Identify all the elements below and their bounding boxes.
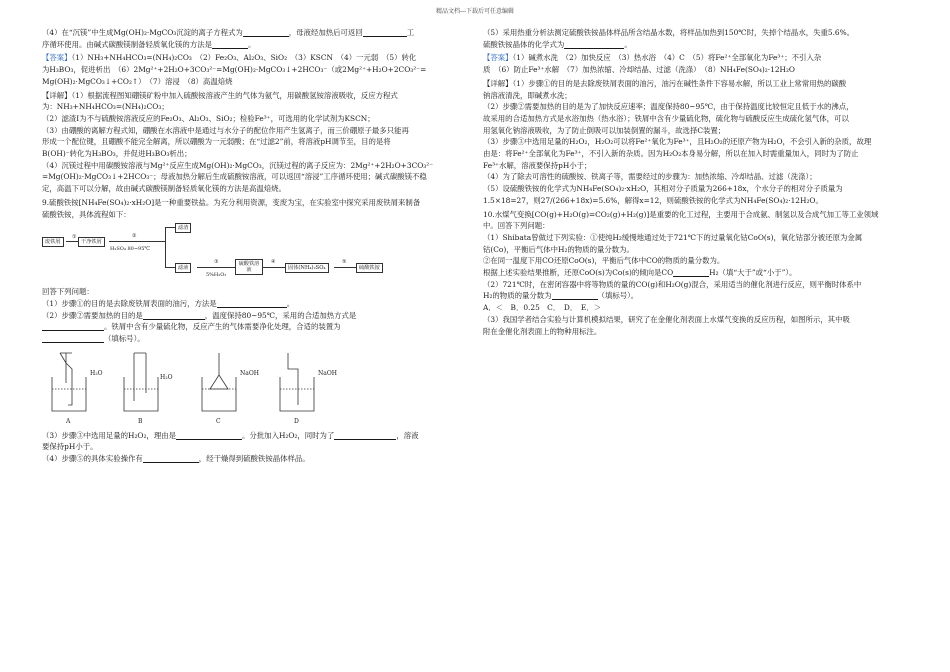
answer-blank[interactable] xyxy=(217,299,287,308)
flow-box-product: 硫酸铁铵 xyxy=(356,263,383,273)
detail-block: 【详解】（1）根据流程图知硼镁矿粉中加入硫酸铵溶液产生的气体为氨气，用碳酸氢铵溶液吸收，反应方程式 xyxy=(42,90,398,100)
beaker-apparatus-svg xyxy=(42,349,342,415)
question-10: 10.水煤气变换[CO(g)+H₂O(g)=CO₂(g)+H₂(g)]是重要的化工过程，主要用于合成氨、制氢以及合成气加工等工业领域 xyxy=(483,209,879,219)
answer-block: 【答案】（1）碱煮水洗 （2）加快反应 （3）热水浴 （4）C （5）将Fe²⁺全部氧化为Fe³⁺；不引入杂 xyxy=(483,53,822,63)
reagent-label: NaOH xyxy=(318,369,337,377)
answer-blank[interactable] xyxy=(564,40,624,49)
answer-blank[interactable] xyxy=(243,28,289,37)
detail-label: 【详解】 xyxy=(483,78,513,88)
right-column: （5）采用热重分析法测定硫酸铁铵晶体样品所含结晶水数，将样品加热到150℃时，失掉个结晶水，失重5.6%。 硫酸铁铵晶体的化学式为 。 【答案】（1）碱煮水洗 （2）加快反应 （3）热水浴 （4）C （5）将Fe²⁺全部氧化为Fe³⁺；不引入杂 质 （6）防止Fe³⁺水解 （7）加热浓缩、冷却结晶、过滤（洗涤） （8）NH₄Fe(SO₄)₂·12H₂O 【详解】（1）步骤①的目的是去除废铁屑表面的油污，油污在碱性条件下容易水解，所以工业上常常用热的碳酸 钠溶液清洗，即碱煮水洗； （2）步骤②需要加热的目的是为了加快反应速率；温度保持80~95℃，由于保持温度比较恒定且低于水的沸点， 故采用的合适加热方式是水浴加热（热水浴）；铁屑中含有少量硫化物，硫化物与硫酸反应生成硫化氢气体，可以 用氢氧化钠溶液吸收，为了防止倒吸可以加装倒置的漏斗，故选择C装置； （3）步骤③中选用足量的H₂O₂，H₂O₂可以将Fe²⁺氧化为Fe³⁺，且H₂O₂的还原产物为H₂O，不会引入新的杂质，故理 由是：将Fe²⁺全部氧化为Fe³⁺，不引入新的杂质。因为H₂O₂本身易分解，所以在加入时需重量加入，同时为了防止 Fe³⁺水解，溶液要保持pH小于； （4）为了除去可溶性的硫酸铵、铁离子等，需要经过的步骤为：加热浓缩、冷却结晶、过滤（洗涤）； （5）设硫酸铁铵的化学式为NH₄Fe(SO₄)₂·xH₂O，其相对分子质量为266+18x，个水分子的相对分子质量为 1.5×18=27，则27/(266+18x)=5.6%，解得x=12，则硫酸铁铵的化学式为NH₄Fe(SO₄)₂·12H₂O。 10.水煤气变换[CO(g)+H₂O(g)=CO₂(g)+H₂(g)]是重要的化工过程，主要用于合成氨、制氢以及合成气加工等工业领域 中。回答下列问题： （1）Shibata曾做过下列实验：①使纯H₂缓慢地通过处于721℃下的过量氧化钴CoO(s)，氧化钴部分被还原为金属 钴(Co)，平衡后气体中H₂的物质的量分数为。 ②在同一温度下用CO还原CoO(s)，平衡后气体中CO的物质的量分数为。 根据上述实验结果推断，还原CoO(s)为Co(s)的倾向是CO H₂（填“大于”或“小于”）。 （2）721℃时，在密闭容器中将等物质的量的CO(g)和H₂O(g)混合，采用适当的催化剂进行反应，则平衡时体系中 H₂的物质的量分数为 （填标号）。 A．＜ B．0.25 C． D． E．＞ （3）我国学者结合实验与计算机模拟结果，研究了在金催化剂表面上水煤气变换的反应历程，如图所示，其中吸 附在金催化剂表面上的物种用标注。 xyxy=(483,28,911,338)
reagent-label: H₂O xyxy=(160,373,173,381)
apparatus-figure xyxy=(42,349,447,427)
flow-box-filtrate: 滤液 xyxy=(175,263,191,273)
multiple-choice-options: A．＜ B．0.25 C． D． E．＞ xyxy=(483,303,602,313)
answer-blank[interactable] xyxy=(363,28,407,37)
answer-blank[interactable] xyxy=(143,454,199,463)
left-column: （4）在“沉镁”中生成Mg(OH)₂·MgCO₃沉淀的离子方程式为 ，母液经加热后可返回 工 序循环使用。由碱式碳酸镁制备轻质氧化镁的方法是 。 【答案】（1）NH₃+NH₄HCO₃=(NH₄)₂CO₃ （2）Fe₂O₃、Al₂O₃、SiO₂ （3）KSCN （4）一元弱 （5）转化 为H₃BO₃，促进析出 （6）2Mg²⁺+2H₂O+3CO₃²⁻=Mg(OH)₂·MgCO₃↓+2HCO₃⁻（或2Mg²⁺+H₂O+2CO₃²⁻= Mg(OH)₂·MgCO₃↓+CO₂↑） （7）溶浸 （8）高温焙烧 【详解】（1）根据流程图知硼镁矿粉中加入硫酸铵溶液产生的气体为氨气，用碳酸氢铵溶液吸收，反应方程式 为：NH₃+NH₄HCO₃=(NH₄)₂CO₃； （2）滤渣Ⅰ为不与硫酸铵溶液反应的Fe₂O₃、Al₂O₃、SiO₂；检验Fe³⁺，可选用的化学试剂为KSCN； （3）由硼酸的离解方程式知，硼酸在水溶液中是通过与水分子的配位作用产生氢离子，而三价硼原子最多只能再 形成一个配位键，且硼酸不能完全解离，所以硼酸为一元弱酸；在“过滤2”前，将溶液pH调节至，目的是将 B(OH)⁻转化为H₃BO₃，并促进H₃BO₃析出； （4）沉镁过程中用碳酸铵溶液与Mg²⁺反应生成Mg(OH)₂·MgCO₃，沉镁过程的离子反应为：2Mg²⁺+2H₂O+3CO₃²⁻ =Mg(OH)₂·MgCO₃↓+2HCO₃⁻；母液加热分解后生成硫酸铵溶液，可以返回“溶浸”工序循环使用；碱式碳酸镁不稳 定，高温下可以分解，故由碱式碳酸镁制备轻质氧化镁的方法是高温焙烧。 9.硫酸铁铵[NH₄Fe(SO₄)₂·xH₂O]是一种重要铁盐。为充分利用资源，变废为宝，在实验室中探究采用废铁屑来制备 硫酸铁铵，具体流程如下： 废铁屑 ① 干净铁屑 ② H₂SO₄ 80~95℃ 滤渣 滤液 ③ 5%H₂O₂ 硫酸铁溶液 ④ 固体(NH₄)₂SO₄ ⑤ 硫酸铁铵 回答下列问题： （1）步骤①的目的是去除废铁屑表面的油污，方法是 。 （2）步骤②需要加热的目的是 ，温度保持80~95℃，采用的合适加热方式是 。铁屑中含有少量硫化物，反应产生的气体需要净化处理，合适的装置为 （填标号）。 H₂O H₂O NaOH NaOH A B C D （3）步骤③中选用足量的H₂O₂，理由是 。分批加入H₂O₂，同时为了 ，溶液 要保持pH小于。 （4）步骤⑤的具体实验操作有 ，经干燥得到硫酸铁铵晶体样品。 xyxy=(42,28,447,466)
flow-box-ammonium-sulfate: 固体(NH₄)₂SO₄ xyxy=(285,263,329,273)
flow-box-residue: 滤渣 xyxy=(175,223,191,233)
answer-blank[interactable] xyxy=(673,268,709,277)
flow-box-ferric-sulfate: 硫酸铁溶液 xyxy=(235,259,263,275)
answer-blank[interactable] xyxy=(42,334,104,343)
answer-blank[interactable] xyxy=(334,431,396,440)
flow-arrow xyxy=(165,227,166,267)
detail-label: 【详解】 xyxy=(42,90,72,100)
process-flow-diagram: 废铁屑 ① 干净铁屑 ② H₂SO₄ 80~95℃ 滤渣 滤液 ③ 5%H₂O₂ 硫酸铁溶液 ④ 固体(NH₄)₂SO₄ ⑤ 硫酸铁铵 xyxy=(42,223,447,281)
page-header: 精品文档---下载后可任意编辑 xyxy=(435,8,515,15)
answer-blank[interactable] xyxy=(42,322,104,331)
option-label-a: A xyxy=(66,417,71,425)
answer-block: 【答案】（1）NH₃+NH₄HCO₃=(NH₄)₂CO₃ （2）Fe₂O₃、Al₂O₃、SiO₂ （3）KSCN （4）一元弱 （5）转化 xyxy=(42,53,417,63)
reagent-label: H₂O xyxy=(90,369,103,377)
answer-blank[interactable] xyxy=(143,311,205,320)
detail-block: 【详解】（1）步骤①的目的是去除废铁屑表面的油污，油污在碱性条件下容易水解，所以工业上常常用热的碳酸 xyxy=(483,78,847,88)
option-label-c: C xyxy=(216,417,221,425)
answer-blank[interactable] xyxy=(176,431,242,440)
option-label-b: B xyxy=(138,417,143,425)
answer-blank[interactable] xyxy=(552,291,598,300)
option-label-d: D xyxy=(294,417,299,425)
question-4: （4）在“沉镁”中生成Mg(OH)₂·MgCO₃沉淀的离子方程式为 ，母液经加热后可返回 工 xyxy=(42,28,415,37)
question-9: 9.硫酸铁铵[NH₄Fe(SO₄)₂·xH₂O]是一种重要铁盐。为充分利用资源，变废为宝，在实验室中探究采用废铁屑来制备 xyxy=(42,197,421,207)
flow-arrow xyxy=(66,241,78,242)
flow-box-clean-iron: 干净铁屑 xyxy=(78,237,105,247)
flow-box-scrap-iron: 废铁屑 xyxy=(42,237,64,247)
reagent-label: NaOH xyxy=(240,369,259,377)
answer-blank[interactable] xyxy=(212,40,248,49)
answer-label: 【答案】 xyxy=(42,53,72,63)
flow-arrow xyxy=(109,241,165,242)
answer-label: 【答案】 xyxy=(483,53,513,63)
